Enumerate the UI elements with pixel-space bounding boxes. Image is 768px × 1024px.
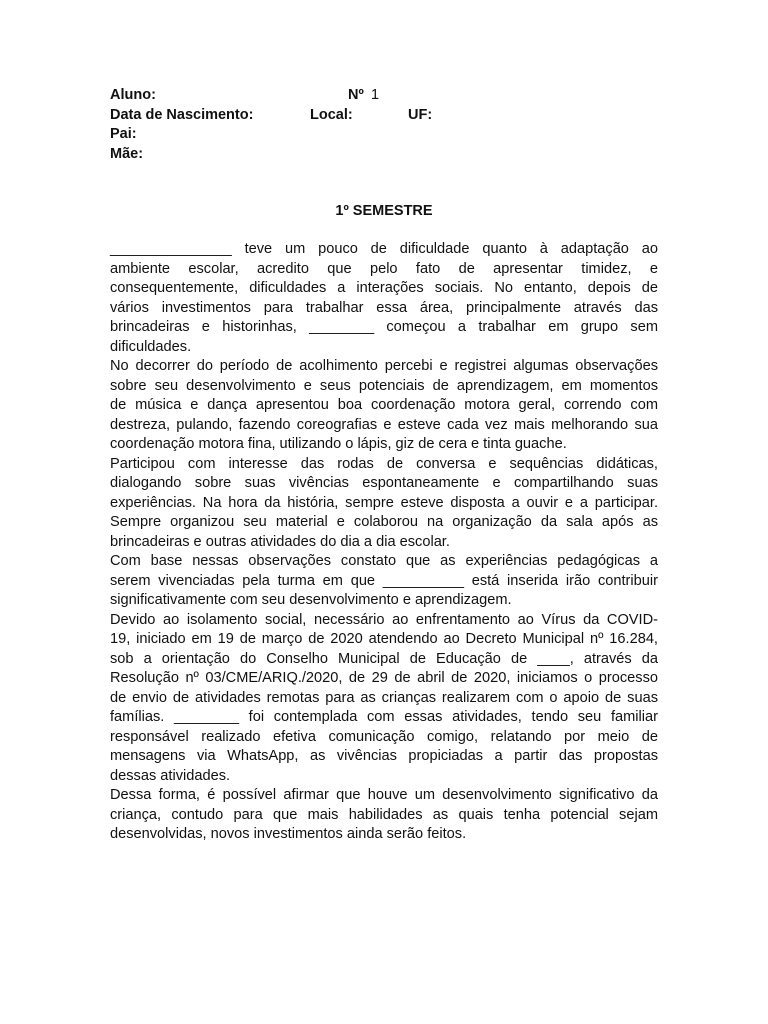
- paragraph-line: dialogando sobre suas vivências espontaneamente e compartilhando suas: [110, 475, 658, 491]
- numero-value: 1: [371, 87, 380, 103]
- paragraph-line: Dessa forma, é possível afirmar que houve um desenvolvimento significativo da: [110, 787, 658, 803]
- header-row-nascimento: [110, 106, 670, 126]
- paragraph-line: sob a orientação do Conselho Municipal de Educação de ____, através da: [110, 650, 658, 667]
- numero-label: Nº: [348, 87, 364, 103]
- paragraph-line: serem vivenciadas pela turma em que __________ está inserida irão contribuir: [110, 572, 658, 589]
- paragraph-line: Participou com interesse das rodas de conversa e sequências didáticas,: [110, 455, 658, 472]
- paragraph: [110, 552, 658, 611]
- paragraph-line: brincadeiras e outras atividades do dia a dia escolar.: [110, 533, 450, 550]
- paragraph-line: No decorrer do período de acolhimento percebi e registrei algumas observações: [110, 358, 658, 374]
- paragraph-line: experiências. Na hora da história, sempre esteve disposta a ouvir e a participar.: [110, 494, 658, 511]
- paragraph-line: famílias. ________ foi contemplada com essas atividades, tendo seu familiar: [110, 709, 658, 725]
- local-label: Local:: [310, 106, 353, 123]
- paragraph: [110, 611, 658, 787]
- paragraph-line: destreza, pulando, fazendo coreografias e esteve cada vez mais melhorando sua: [110, 416, 658, 433]
- mae-label: Mãe:: [110, 145, 144, 162]
- uf-label: UF:: [408, 106, 433, 123]
- student-header: [110, 86, 670, 164]
- paragraph-line: ambiente escolar, acredito que pelo fato de apresentar timidez, e: [110, 260, 658, 277]
- paragraph-line: vários investimentos para trabalhar essa área, principalmente através das: [110, 299, 658, 316]
- paragraph-line: sobre seu desenvolvimento e seus potenciais de aprendizagem, em momentos: [110, 377, 658, 394]
- paragraph-line: de música e dança apresentou boa coordenação motora geral, correndo com: [110, 397, 658, 413]
- paragraph-line: Devido ao isolamento social, necessário ao enfrentamento ao Vírus da COVID-: [110, 611, 658, 628]
- paragraph: [110, 240, 658, 357]
- paragraph-line: desenvolvidas, novos investimentos ainda serão feitos.: [110, 826, 467, 842]
- header-row-aluno: [110, 86, 670, 106]
- paragraph-line: _______________ teve um pouco de dificuldade quanto à adaptação ao: [110, 241, 658, 257]
- paragraph-line: brincadeiras e historinhas, ________ começou a trabalhar em grupo sem: [110, 319, 658, 335]
- header-row-mae: [110, 145, 670, 165]
- paragraph: [110, 455, 658, 553]
- semester-title: 1º SEMESTRE: [335, 203, 433, 219]
- paragraph-line: Com base nessas observações constato que as experiências pedagógicas a: [110, 553, 658, 569]
- paragraph-line: criança, contudo para que mais habilidades as quais tenha potencial sejam: [110, 806, 658, 823]
- paragraph-line: dessas atividades.: [110, 767, 231, 784]
- paragraph: [110, 357, 658, 455]
- paragraph-line: dificuldades.: [110, 338, 192, 355]
- nascimento-label: Data de Nascimento:: [110, 106, 254, 123]
- pai-label: Pai:: [110, 126, 137, 142]
- paragraph-line: 19, iniciado em 19 de março de 2020 atendendo ao Decreto Municipal nº 16.284,: [110, 631, 658, 647]
- paragraph-line: de envio de atividades remotas para as crianças realizarem com o apoio de suas: [110, 689, 658, 706]
- paragraph: [110, 786, 658, 845]
- paragraph-line: Resolução nº 03/CME/ARIQ./2020, de 29 de abril de 2020, iniciamos o processo: [110, 670, 658, 686]
- header-row-pai: [110, 125, 670, 145]
- paragraph-line: Sempre organizou seu material e colaborou na organização da sala após as: [110, 514, 658, 530]
- paragraph-line: coordenação motora fina, utilizando o lápis, giz de cera e tinta guache.: [110, 436, 567, 452]
- report-body: [110, 240, 658, 845]
- paragraph-line: responsável realizado efetiva comunicação comigo, relatando por meio de: [110, 728, 658, 745]
- paragraph-line: significativamente com seu desenvolvimento e aprendizagem.: [110, 592, 512, 608]
- aluno-label: Aluno:: [110, 87, 156, 103]
- paragraph-line: mensagens via WhatsApp, as vivências propiciadas a partir das propostas: [110, 748, 658, 764]
- paragraph-line: consequentemente, dificuldades a interações sociais. No entanto, depois de: [110, 280, 658, 296]
